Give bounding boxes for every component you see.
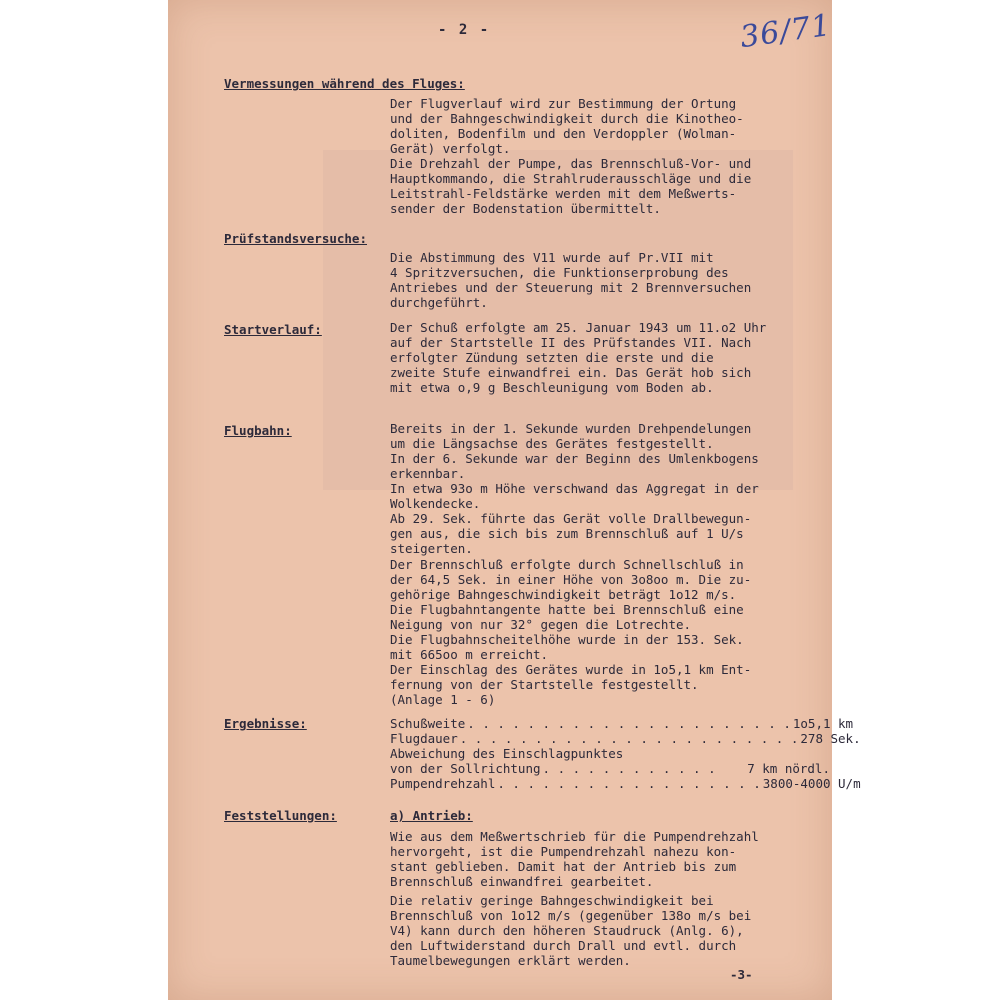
page-number: - 2 - [438,22,491,38]
result-deviation-label: Abweichung des Einschlagpunktes [390,746,624,761]
result-label: Flugdauer [390,731,458,746]
paragraph-startverlauf: Der Schuß erfolgte am 25. Januar 1943 um 11.o2 Uhr auf der Startstelle II des Prüfstandes VII. Nach erfolgter Zündung setzten die erste und die zweite Stufe einwandfrei ein. Das Gerät hob sich mit etwa o,9 g Beschleunigung vom Boden ab. [390,320,767,395]
paragraph-vermessungen: Der Flugverlauf wird zur Bestimmung der Ortung und der Bahngeschwindigkeit durch die Kinotheo- doliten, Bodenfilm und den Verdoppler (Wolman- Gerät) verfolgt. Die Drehzahl der Pumpe, das Brennschluß-Vor- und Hauptkommando, die Strahlruderausschläge und die Leitstrahl-Feldstärke werden mit dem Meßwerts- sender der Bodenstation übermittelt. [390,96,752,216]
result-value: 1o5,1 km [792,716,854,731]
heading-vermessungen: Vermessungen während des Fluges: [224,76,465,91]
heading-pruefstand: Prüfstandsversuche: [224,231,367,246]
result-value: 3800-4000 U/m [762,776,861,791]
result-value: 7 km nördl. [747,761,830,776]
paragraph-antrieb-2: Die relativ geringe Bahngeschwindigkeit bei Brennschluß von 1o12 m/s (gegenüber 138o m/s bei V4) kann durch den höheren Staudruck (Anlg. 6), den Luftwiderstand durch Drall und evtl. durch Taumelbewegungen erklärt werden. [390,893,752,968]
heading-flugbahn: Flugbahn: [224,423,292,438]
heading-startverlauf: Startverlauf: [224,322,322,337]
results-list [390,716,861,791]
result-row-pump [390,776,861,791]
result-row-range [390,716,854,731]
result-value: 278 Sek. [800,731,861,746]
next-page-marker: -3- [730,967,753,982]
document-page [168,0,861,1000]
result-label: Pumpendrehzahl [390,776,496,791]
dot-leader: . . . . . . . . . . . . . . . . . . . . . . [467,716,791,731]
paragraph-antrieb-1: Wie aus dem Meßwertschrieb für die Pumpendrehzahl hervorgeht, ist die Pumpendrehzahl nahezu kon- stant geblieben. Damit hat der Antrieb bis zum Brennschluß einwandfrei gearbeitet. [390,829,759,889]
paragraph-flugbahn-2: Der Brennschluß erfolgte durch Schnellschluß in der 64,5 Sek. in einer Höhe von 3o8oo m. Die zu- gehörige Bahngeschwindigkeit beträgt 1o12 m/s. Die Flugbahntangente hatte bei Brennschluß eine Neigung von nur 32° gegen die Lotrechte. Die Flugbahnscheitelhöhe wurde in der 153. Sek. mit 665oo m erreicht. Der Einschlag des Gerätes wurde in 1o5,1 km Ent- fernung von der Startstelle festgestellt. (Anlage 1 - 6) [390,557,752,707]
dot-leader: . . . . . . . . . . . . . . . . . . . . . . . [459,731,799,746]
dot-leader: . . . . . . . . . . . . . . . . . . [497,776,761,791]
dot-leader: . . . . . . . . . . . . [542,761,716,776]
paragraph-flugbahn-1: Bereits in der 1. Sekunde wurden Drehpendelungen um die Längsachse des Gerätes festgestellt. In der 6. Sekunde war der Beginn des Umlenkbogens erkennbar. In etwa 93o m Höhe verschwand das Aggregat in der Wolkendecke. Ab 29. Sek. führte das Gerät volle Drallbewegun- gen aus, die sich bis zum Brennschluß auf 1 U/s steigerten. [390,421,759,556]
result-label: Schußweite [390,716,466,731]
handwritten-archive-number: 36/71 [738,7,834,56]
heading-feststellungen: Feststellungen: [224,808,337,823]
paragraph-pruefstand: Die Abstimmung des V11 wurde auf Pr.VII mit 4 Spritzversuchen, die Funktionserprobung des Antriebes und der Steuerung mit 2 Brennversuchen durchgeführt. [390,250,752,310]
subheading-antrieb: a) Antrieb: [390,808,473,823]
result-label: von der Sollrichtung [390,761,541,776]
result-row-deviation [390,761,830,776]
heading-ergebnisse: Ergebnisse: [224,716,307,731]
result-row-duration [390,731,861,746]
